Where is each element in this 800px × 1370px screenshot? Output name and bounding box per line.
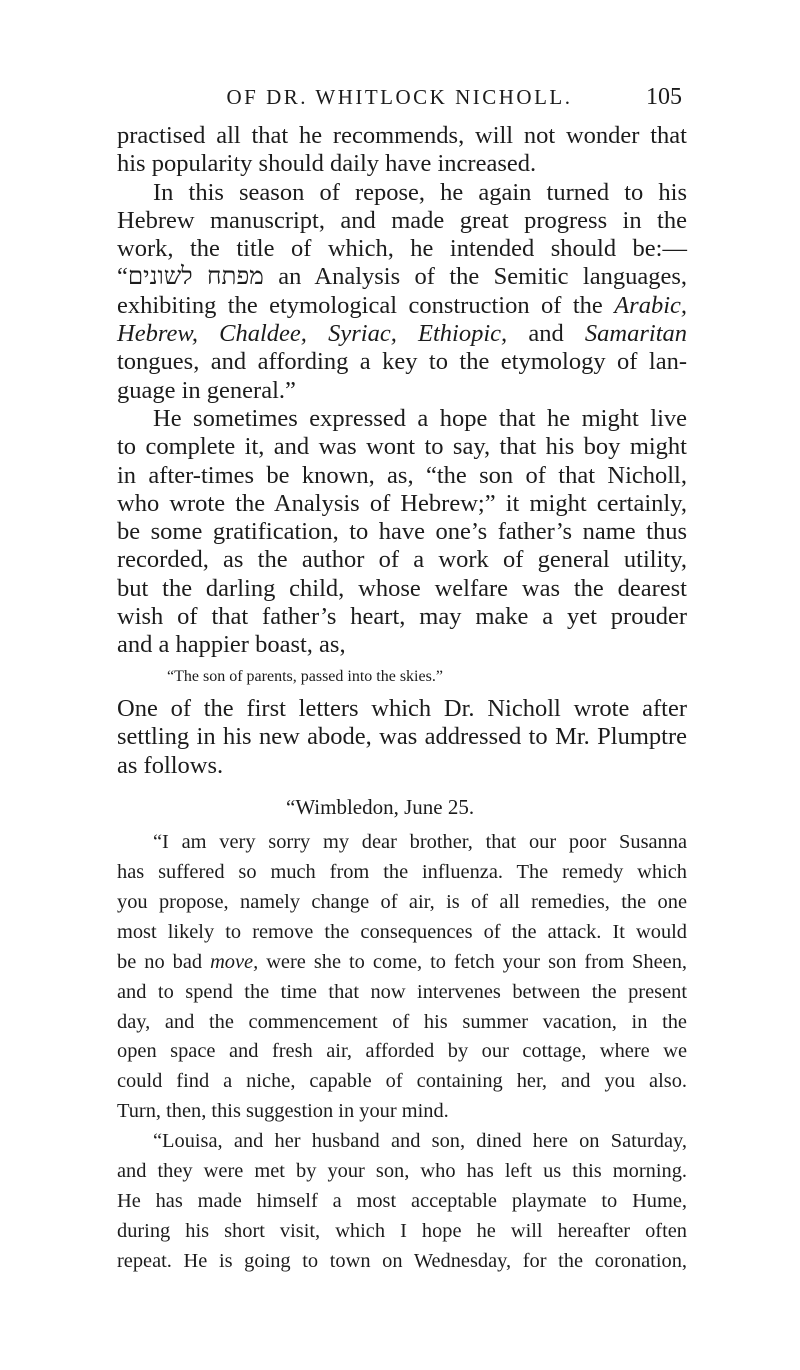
running-head [117,82,682,112]
text-line: who wrote the Analysis of Hebrew;” it might certainly, [117,489,687,517]
text-line: in after-times be known, as, “the son of that Nicholl, [117,461,687,489]
text-line: most likely to remove the consequences of the attack. It would [117,920,687,943]
text-line: could find a niche, capable of containing her, and you also. [117,1070,687,1093]
text-line: has suffered so much from the influenza. The remedy which [117,861,687,884]
italic-languages: Hebrew, Chaldee, Syriac, Ethiopic, [117,320,508,348]
italic-language: Samaritan [584,320,687,348]
title-rest: an Analysis of the Semitic languages, [263,263,687,291]
text-line: Turn, then, this suggestion in your mind. [117,1100,449,1123]
text-line: day, and the commencement of his summer vacation, in the [117,1010,687,1033]
open-quote: “ [117,263,128,291]
text-line [117,948,687,978]
body-text [117,122,687,1277]
running-title: OF DR. WHITLOCK NICHOLL. [226,85,573,109]
text-line: and they were met by your son, who has left us this morning. [117,1160,687,1183]
paragraph-manuscript [117,122,687,660]
text-fragment: were she to come, to fetch your son from Sheen, [258,950,687,973]
text-fragment: exhibiting the etymological construction of the [117,291,615,319]
text-line: but the darling child, whose welfare was the dearest [117,574,687,602]
text-line: guage in general.” [117,376,296,404]
text-line: you propose, namely change of air, is of all remedies, the one [117,890,687,913]
italic-language: Arabic, [614,291,687,319]
text-line: repeat. He is going to town on Wednesday, for the coronation, [117,1249,687,1272]
verse-quotation: “The son of parents, passed into the skies.” [167,667,443,685]
italic-word: move, [210,950,259,973]
text-line: He sometimes expressed a hope that he might live [153,404,687,432]
text-line: open space and fresh air, afforded by our cottage, where we [117,1040,687,1063]
text-line: be some gratification, to have one’s father’s name thus [117,518,687,546]
letter-body [117,828,687,1277]
text-line [117,320,687,348]
text-line: his popularity should daily have increased. [117,150,537,178]
text-line: He has made himself a most acceptable playmate to Hume, [117,1190,687,1213]
title-line [117,263,687,291]
text-line: during his short visit, which I hope he will hereafter often [117,1219,687,1242]
text-line: In this season of repose, he again turned to his [153,178,687,206]
letter-dateline: “Wimbledon, June 25. [286,795,475,820]
text-line: settling in his new abode, was addressed to Mr. Plumptre [117,723,687,751]
text-line: and to spend the time that now intervenes between the present [117,980,687,1003]
text-fragment: be no bad [117,950,211,973]
text-line [117,292,687,320]
text-line: tongues, and affording a key to the etymology of lan- [117,348,687,376]
page-number: 105 [646,84,682,110]
hebrew-title: מפתח לשונים [127,263,264,291]
text-line: and a happier boast, as, [117,631,346,659]
paragraph-letter-intro [117,695,687,781]
text-line: “I am very sorry my dear brother, that our poor Susanna [153,831,687,854]
text-line: to complete it, and was wont to say, that his boy might [117,433,687,461]
text-fragment: and [507,320,585,348]
text-line: as follows. [117,751,224,779]
text-line: wish of that father’s heart, may make a yet prouder [117,603,687,631]
text-line: recorded, as the author of a work of general utility, [117,546,687,574]
text-line: work, the title of which, he intended should be:— [117,235,687,263]
text-line: “Louisa, and her husband and son, dined here on Saturday, [153,1130,687,1153]
text-line: Hebrew manuscript, and made great progress in the [117,206,687,234]
text-line: practised all that he recommends, will not wonder that [117,122,687,149]
text-line: One of the first letters which Dr. Nicholl wrote after [117,694,687,722]
